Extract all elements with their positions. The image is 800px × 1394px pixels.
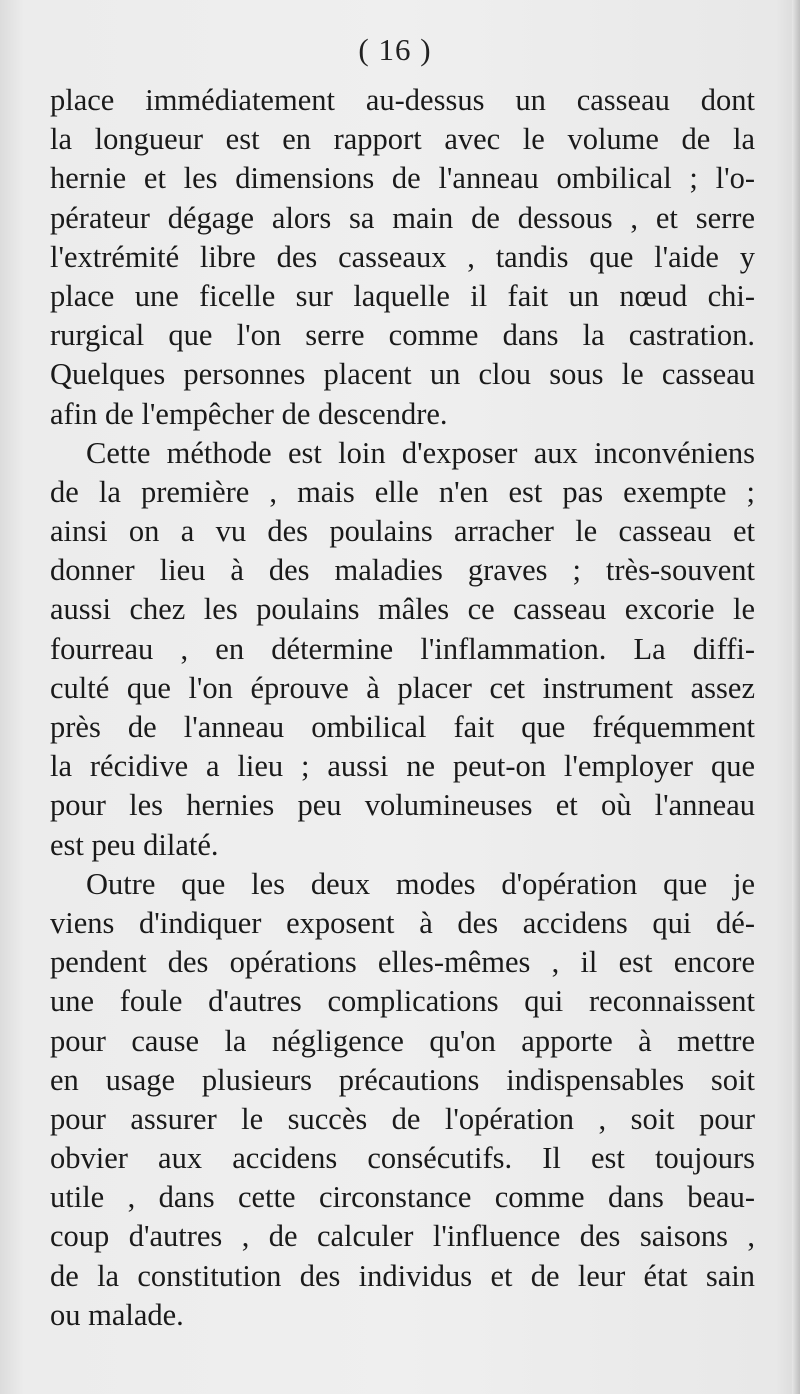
text-line: Quelques personnes placent un clou sous le casseau [50, 357, 755, 392]
text-line: pour cause la négligence qu'on apporte à mettre [50, 1023, 755, 1058]
text-line: pérateur dégage alors sa main de dessous , et serre [50, 200, 755, 235]
text-line: la longueur est en rapport avec le volume de la [50, 122, 755, 157]
text-line: pendent des opérations elles-mêmes , il est encore [50, 945, 755, 980]
text-line: l'extrémité libre des casseaux , tandis que l'aide y [50, 239, 755, 274]
page-edge-shadow [792, 0, 800, 1394]
text-line: afin de l'empêcher de descendre. [50, 396, 448, 431]
page-number: ( 16 ) [358, 32, 432, 67]
text-line: ou malade. [50, 1297, 184, 1332]
text-line: culté que l'on éprouve à placer cet instrument assez [50, 670, 755, 705]
text-line: place immédiatement au-dessus un casseau dont [50, 83, 755, 117]
text-line: coup d'autres , de calculer l'influence des saisons , [50, 1219, 755, 1254]
text-line: fourreau , en détermine l'inflammation. La diffi- [50, 631, 755, 666]
text-line: hernie et les dimensions de l'anneau ombilical ; l'o- [50, 161, 755, 196]
text-line: une foule d'autres complications qui reconnaissent [50, 984, 755, 1019]
text-line: de la première , mais elle n'en est pas exempte ; [50, 474, 755, 509]
text-line: obvier aux accidens consécutifs. Il est toujours [50, 1141, 755, 1176]
paragraph [50, 81, 755, 434]
paragraph [50, 434, 755, 865]
text-line: viens d'indiquer exposent à des accidens qui dé- [50, 905, 755, 940]
paragraph [50, 865, 755, 1335]
text-line: de la constitution des individus et de leur état sain [50, 1258, 755, 1293]
text-line: la récidive a lieu ; aussi ne peut-on l'employer que [50, 749, 755, 784]
body-text [50, 81, 755, 1335]
text-line: en usage plusieurs précautions indispensables soit [50, 1062, 755, 1097]
text-line: près de l'anneau ombilical fait que fréquemment [50, 710, 755, 744]
text-line: donner lieu à des maladies graves ; très-souvent [50, 553, 755, 588]
text-line: est peu dilaté. [50, 827, 219, 862]
text-line: pour les hernies peu volumineuses et où l'anneau [50, 788, 755, 823]
text-line: ainsi on a vu des poulains arracher le casseau et [50, 514, 755, 549]
text-line: Outre que les deux modes d'opération que je [86, 866, 755, 901]
text-line: aussi chez les poulains mâles ce casseau excorie le [50, 592, 755, 627]
text-line: rurgical que l'on serre comme dans la castration. [50, 318, 755, 353]
text-line: place une ficelle sur laquelle il fait un nœud chi- [50, 278, 755, 313]
text-line: Cette méthode est loin d'exposer aux inconvéniens [86, 435, 755, 470]
text-line: pour assurer le succès de l'opération , soit pour [50, 1101, 755, 1136]
text-line: utile , dans cette circonstance comme dans beau- [50, 1180, 755, 1215]
